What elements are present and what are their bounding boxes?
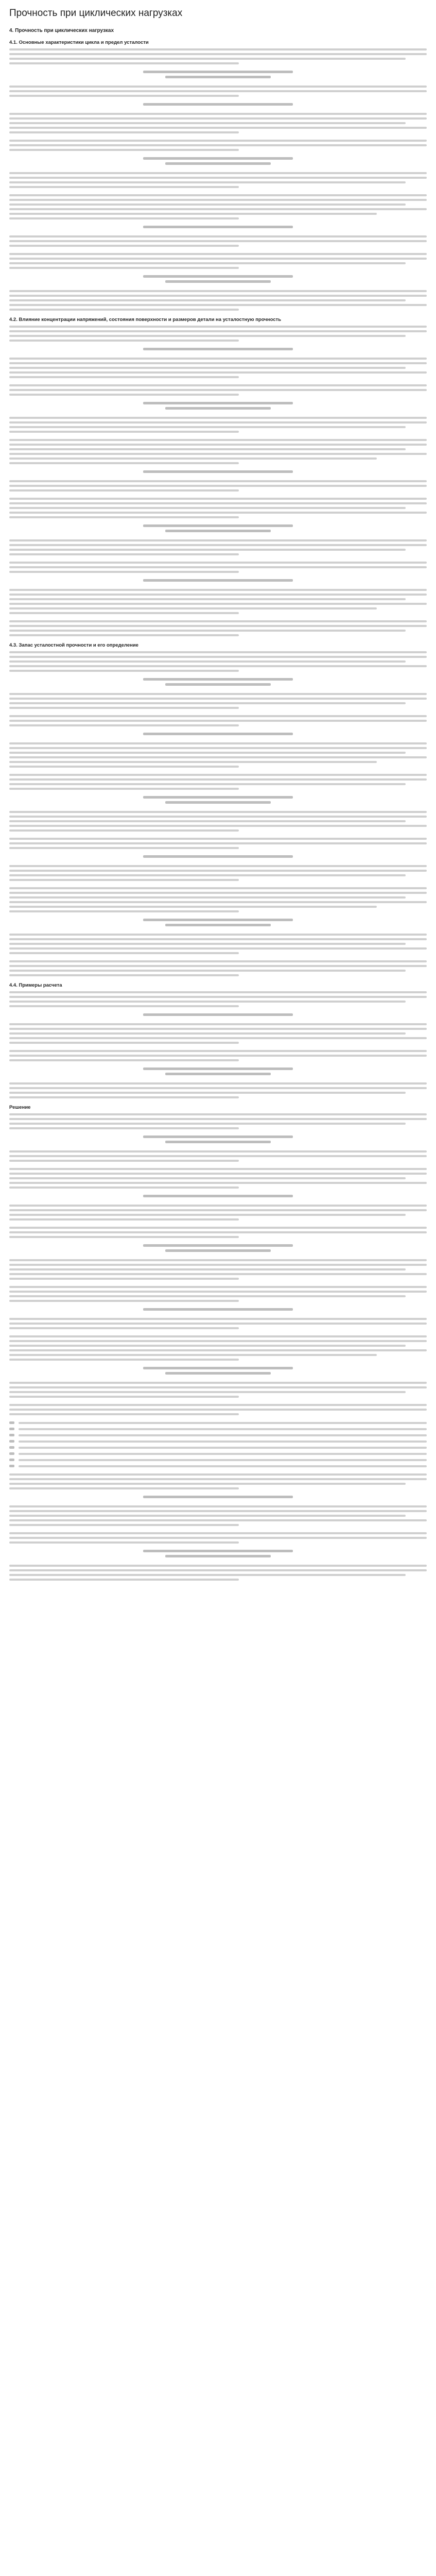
list-item xyxy=(9,1459,427,1461)
paragraph xyxy=(9,1082,427,1098)
paragraph xyxy=(9,865,427,881)
body-section-3 xyxy=(9,651,427,976)
body-section-5 xyxy=(9,1113,427,1581)
paragraph xyxy=(9,1335,427,1361)
formula xyxy=(143,1367,293,1375)
paragraph xyxy=(9,1404,427,1415)
formula xyxy=(143,1067,293,1075)
formula xyxy=(143,1550,293,1557)
section-heading-4: 4. Прочность при циклических нагрузках xyxy=(9,28,114,33)
paragraph xyxy=(9,1318,427,1329)
paragraph xyxy=(9,86,427,97)
paragraph xyxy=(9,960,427,976)
paragraph xyxy=(9,1205,427,1221)
formula xyxy=(143,524,293,532)
paragraph xyxy=(9,194,427,219)
paragraph xyxy=(9,1168,427,1189)
paragraph xyxy=(9,172,427,188)
document-title: Прочность при циклических нагрузках xyxy=(9,8,183,19)
paragraph xyxy=(9,326,427,342)
paragraph xyxy=(9,140,427,151)
formula xyxy=(143,470,293,473)
paragraph xyxy=(9,48,427,64)
formula xyxy=(143,678,293,686)
paragraph xyxy=(9,774,427,790)
paragraph xyxy=(9,290,427,311)
paragraph xyxy=(9,887,427,912)
paragraph xyxy=(9,991,427,1007)
paragraph xyxy=(9,1050,427,1061)
paragraph xyxy=(9,439,427,464)
paragraph xyxy=(9,589,427,614)
paragraph xyxy=(9,1532,427,1544)
numbered-list xyxy=(9,1421,427,1467)
formula xyxy=(143,275,293,283)
paragraph xyxy=(9,651,427,672)
paragraph xyxy=(9,1565,427,1581)
paragraph xyxy=(9,253,427,269)
paragraph xyxy=(9,1150,427,1162)
paragraph xyxy=(9,1505,427,1526)
formula xyxy=(143,402,293,410)
paragraph xyxy=(9,934,427,954)
paragraph xyxy=(9,1023,427,1044)
formula xyxy=(143,103,293,106)
subsection-heading-4-2: 4.2. Влияние концентрации напряжений, состояния поверхности и размеров детали на усталостную прочность xyxy=(9,317,282,323)
subsection-heading-4-1: 4.1. Основные характеристики цикла и предел усталости xyxy=(9,40,149,45)
paragraph xyxy=(9,384,427,396)
formula xyxy=(143,1308,293,1311)
list-item xyxy=(9,1428,427,1430)
paragraph xyxy=(9,1227,427,1238)
formula xyxy=(143,1195,293,1197)
paragraph xyxy=(9,235,427,247)
formula xyxy=(143,1244,293,1252)
list-item xyxy=(9,1446,427,1449)
paragraph xyxy=(9,358,427,378)
paragraph xyxy=(9,498,427,518)
list-item xyxy=(9,1421,427,1424)
paragraph xyxy=(9,113,427,133)
paragraph xyxy=(9,620,427,636)
formula xyxy=(143,348,293,350)
list-item xyxy=(9,1434,427,1436)
paragraph xyxy=(9,1286,427,1302)
paragraph xyxy=(9,838,427,849)
paragraph xyxy=(9,811,427,832)
formula xyxy=(143,226,293,228)
solution-heading: Решение xyxy=(9,1105,31,1110)
paragraph xyxy=(9,1113,427,1129)
paragraph xyxy=(9,562,427,573)
body-section-1 xyxy=(9,48,427,311)
paragraph xyxy=(9,693,427,709)
body-section-2 xyxy=(9,326,427,636)
subsection-heading-4-3: 4.3. Запас усталостной прочности и его определение xyxy=(9,642,138,648)
formula xyxy=(143,71,293,78)
paragraph xyxy=(9,480,427,492)
paragraph xyxy=(9,742,427,768)
formula xyxy=(143,919,293,926)
paragraph xyxy=(9,715,427,726)
paragraph xyxy=(9,1473,427,1489)
formula xyxy=(143,157,293,165)
body-section-4 xyxy=(9,991,427,1098)
paragraph xyxy=(9,1259,427,1280)
formula xyxy=(143,1013,293,1016)
paragraph xyxy=(9,539,427,555)
formula xyxy=(143,855,293,858)
formula xyxy=(143,1496,293,1498)
list-item xyxy=(9,1465,427,1467)
subsection-heading-4-4: 4.4. Примеры расчета xyxy=(9,982,62,988)
paragraph xyxy=(9,417,427,433)
list-item xyxy=(9,1452,427,1455)
paragraph xyxy=(9,1382,427,1398)
formula xyxy=(143,1136,293,1143)
formula xyxy=(143,733,293,735)
list-item xyxy=(9,1440,427,1443)
formula xyxy=(143,796,293,804)
formula xyxy=(143,579,293,582)
